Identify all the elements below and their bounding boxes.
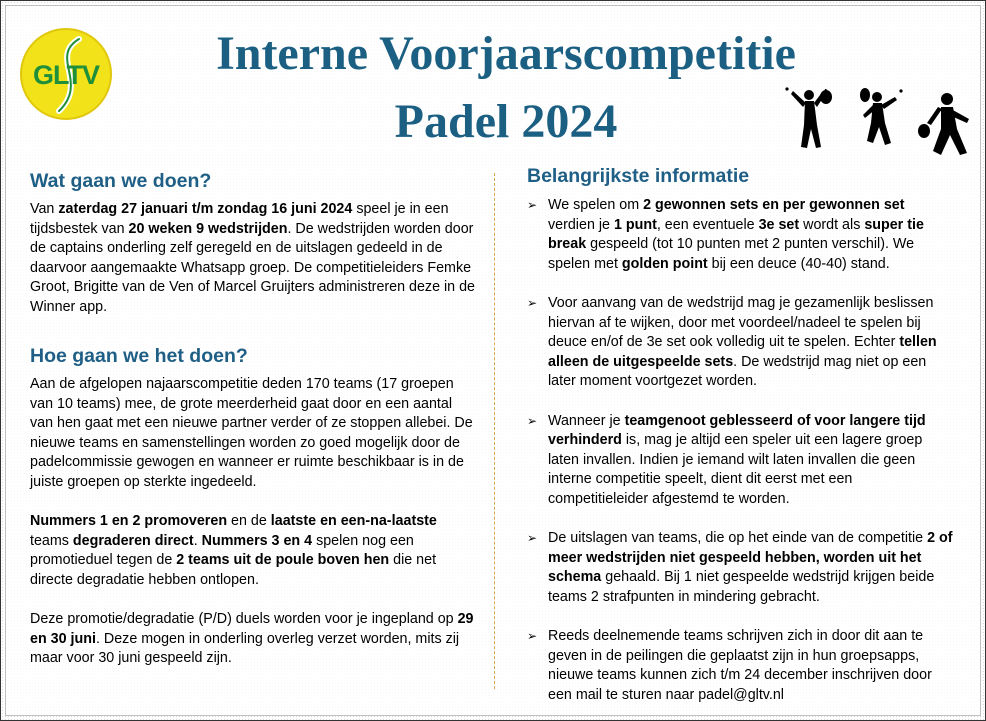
arrow-bullet-icon: ➢: [527, 295, 538, 310]
paragraph-bold: Nummers 1 en 2 promoveren: [30, 513, 228, 530]
paragraph-bold: degraderen direct: [72, 532, 194, 549]
list-item-text: is, mag je altijd een speler uit een lagere groep laten invallen. Indien je iemand wilt laten invallen die geen interne competitie speelt, dient dit eerst met een competitieleider afgestemd te worden.: [548, 432, 923, 507]
list-item-text: Reeds deelnemende teams schrijven zich in door dit aan te geven in de peilingen die geplaatst zijn in hun groepsapps, nieuwe teams kunnen zich t/m 24 december inschrijven door een mail te sturen naar padel@gltv.nl: [548, 628, 932, 703]
list-item-bold: tellen alleen de uitgespeelde sets: [548, 334, 937, 370]
paragraph-bold: 20 weken 9 wedstrijden: [128, 220, 288, 237]
list-item: [525, 196, 955, 274]
list-item-text: gespeeld (tot 10 punten met 2 punten verschil). We spelen met: [548, 236, 915, 272]
section-what-text: [30, 200, 478, 318]
paragraph-bold: 2 teams uit de poule boven hen: [176, 552, 390, 569]
paragraph: [30, 200, 478, 318]
page-title-line2: Padel 2024: [394, 95, 618, 148]
list-item-bold: 2 of meer wedstrijden niet gespeeld hebben, worden uit het schema: [548, 530, 953, 586]
paragraph: [30, 512, 478, 590]
paragraph-text: Aan de afgelopen najaarscompetitie deden 170 teams (17 groepen van 10 teams) mee, de grote meerderheid gaat door en een aantal van hen gaat met een nieuwe partner verder of ze stoppen allebei. De nieuwe teams en samenstellingen worden zo goed mogelijk door de padelcommissie gewogen en wanneer er ruimte beschikbaar is in de juiste groepen op sterkte ingedeeld.: [30, 376, 473, 490]
paragraph-text: speel je in een tijdsbestek van: [30, 201, 449, 237]
list-item-bold: 3e set: [758, 216, 800, 233]
arrow-bullet-icon: ➢: [527, 413, 538, 428]
paragraph-text: Van: [30, 201, 59, 217]
list-item: [525, 529, 955, 607]
list-item: [525, 294, 955, 392]
arrow-bullet-icon: ➢: [527, 198, 538, 212]
list-item-text: verdien je: [548, 216, 614, 233]
list-item-bold: 2 gewonnen sets en per gewonnen set: [643, 197, 905, 213]
paragraph-text: spelen nog een promotieduel tegen de: [30, 532, 414, 569]
paragraph-bold: laatste en een-na-laatste: [270, 513, 437, 530]
paragraph-text: en de: [227, 513, 271, 530]
list-item-text: De uitslagen van teams, die op het einde van de competitie: [548, 530, 928, 547]
paragraph-text: .: [193, 532, 202, 549]
paragraph-bold: Nummers 3 en 4: [201, 532, 313, 549]
info-list-container: [525, 196, 955, 705]
paragraph-text: die net directe degradatie hebben ontlopen.: [30, 552, 437, 588]
paragraph-bold: zaterdag 27 januari t/m zondag 16 juni 2024: [58, 201, 353, 217]
list-item: [525, 412, 955, 510]
section-how-text: [30, 375, 478, 669]
list-item-bold: golden point: [621, 255, 708, 272]
info-list: [525, 196, 955, 705]
padel-players-icon: [781, 85, 981, 165]
list-item-text: bij een deuce (40-40) stand.: [707, 255, 890, 272]
logo-text: GLTV: [33, 60, 99, 90]
paragraph-text: . Deze mogen in onderling overleg verzet worden, mits zij maar voor 30 juni gespeeld zijn.: [30, 630, 460, 667]
paragraph-bold: 29 en 30 juni: [30, 611, 474, 647]
list-item-text: Wanneer je: [548, 412, 625, 429]
list-item-bold: teamgenoot geblesseerd of voor langere tijd verhinderd: [548, 412, 926, 449]
list-item-text: wordt als: [799, 216, 865, 233]
arrow-bullet-icon: ➢: [527, 629, 538, 644]
list-item: [525, 627, 955, 705]
list-item-text: Voor aanvang van de wedstrijd mag je gezamenlijk beslissen hiervan af te wijken, door met voordeel/nadeel te spelen bij deuce en/of de 3e set ook volledig uit te spelen. Echter: [548, 294, 934, 351]
list-item-bold: 1 punt: [613, 216, 657, 233]
page-title-line1: Interne Voorjaarscompetitie: [216, 27, 796, 80]
paragraph-text: teams: [30, 532, 73, 549]
arrow-bullet-icon: ➢: [527, 531, 538, 546]
list-item-text: . De wedstrijd mag niet op een later moment voortgezet worden.: [548, 353, 927, 390]
section-heading-info: Belangrijkste informatie: [527, 165, 750, 187]
list-item-text: gehaald. Bij 1 niet gespeelde wedstrijd krijgen beide teams 2 strafpunten in mindering gebracht.: [548, 569, 935, 605]
paragraph: [30, 375, 478, 493]
section-heading-what: Wat gaan we doen?: [30, 170, 212, 192]
list-item-text: We spelen om: [548, 197, 644, 213]
section-heading-how: Hoe gaan we het doen?: [30, 345, 248, 367]
list-item-bold: super tie break: [548, 216, 924, 253]
list-item-text: , een eventuele: [656, 216, 759, 233]
paragraph-text: . De wedstrijden worden door de captains onderling zelf geregeld en de uitslagen gedeeld in de daarvoor aangemaakte Whatsapp groep. De competitieleiders Femke Groot, Brigitte van de Ven of Marcel Gruijters administreren deze in de Winner app.: [30, 220, 476, 315]
column-divider: [494, 173, 495, 689]
gltv-logo-icon: [19, 27, 113, 121]
paragraph: [30, 610, 478, 669]
paragraph-text: Deze promotie/degradatie (P/D) duels worden voor je ingepland op: [30, 611, 458, 628]
